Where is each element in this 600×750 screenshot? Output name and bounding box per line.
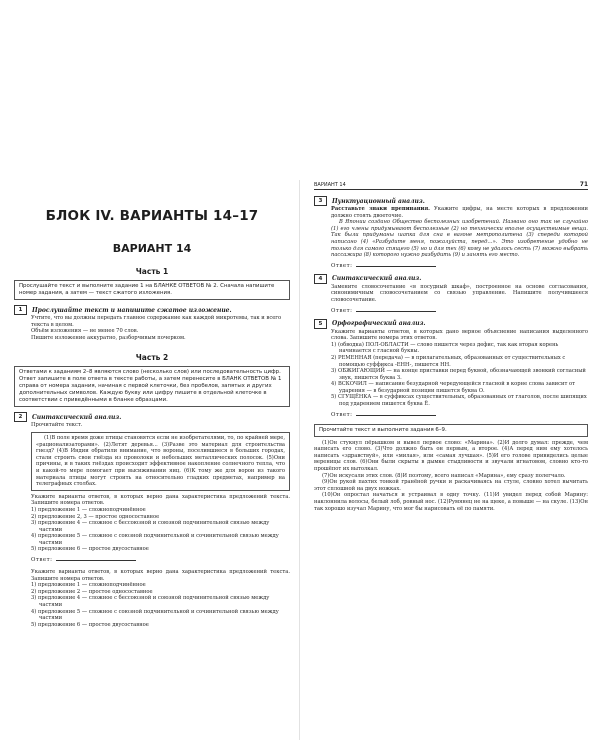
reading-paragraph: (7)Он искусали этих слов. (8)И поэтому, всего написал «Марина», ему сразу полегчало. xyxy=(322,472,566,479)
answer-line[interactable] xyxy=(356,311,436,312)
answer-label: Ответ: xyxy=(331,262,353,269)
task-2-number: 2 xyxy=(14,412,27,422)
task-1-line: Пишите изложение аккуратно, разборчивым почерком. xyxy=(31,334,186,341)
instruction-box-2: Ответами к заданиям 2–8 являются слово (несколько слов) или последовательность цифр. Ответ запишите в поле ответа в тексте работы, а затем перенесите в БЛАНК ОТВЕТОВ № 1 справа от номера задания, начиная с первой клеточки, без пробелов, запятых и других дополнительных символов. Каждую букву или цифру пишите в отдельной клеточке в соответствии с приведёнными в бланке образцами. xyxy=(14,366,290,407)
task-5-number: 5 xyxy=(314,319,327,329)
task-1-line: Учтите, что вы должны передать главное содержание как каждой микротемы, так и всего текста в целом. xyxy=(31,315,282,328)
task-3-body: В Японии создано Общество бесполезных изобретений. Названо оно так не случайно (1) его члены придумывают бесполезные (2) но технически вполне осуществимые вещи. Так были придуманы шапка для сна в вагоне метрополитена (3) спереди которой написано (4) «Разбудите меня, пожалуйста, перед…». Это изобретение удобно не только для самого спящего (5) но и для тех (6) кому не удалось сесть (7) можно выбрать пассажира (8) которого нужно разбудить (9) и занять его место. xyxy=(331,219,588,259)
reading-text xyxy=(314,440,588,513)
block-title: БЛОК IV. ВАРИАНТЫ 14–17 xyxy=(45,208,259,224)
task-1-title: Прослушайте текст и напишите сжатое изложение. xyxy=(32,306,232,314)
task-2-option: 2) предложение 2, 3 — простое односоставное xyxy=(31,513,160,520)
task-2-text: (1)В поле время доже птицы становятся если не изобретателями, то, по крайней мере, «рационализаторами». (2)Летят деревья... (3)Разве это материал для строительства гнезд? (4)В Индии обратили внимание, что вороны, поселившиеся в больших городах, стали строить свои гнёзда из проволоки и небольших металлических полосок. (5)Они причины, и в таких гнёздах происходит эффективное накопление солнечного тепла, что и какой-то мере помогает при высиживании яиц. (6)К тому же для ворон из такого материала птицы могут строить на относительно гладких предметах, например на телеграфных столбах. xyxy=(36,434,285,488)
task-2b-option: 2) предложение 2 — простое односоставное xyxy=(31,588,153,595)
answer-label: Ответ: xyxy=(31,557,53,564)
task-2b-option: 3) предложение 4 — сложное с бессоюзной и союзной подчинительной связью между частями xyxy=(31,595,270,609)
task-2b-option: 4) предложение 5 — сложное с союзной подчинительной и сочинительной связью между частями xyxy=(31,608,279,622)
reading-paragraph: (1)Он стукнул пёрышком и вывел первое слово: «Марина». (2)И долго думал: прежде, чем написать его слово. (3)Что должно быть он первым, а второе. (4)А перед ним ему хотелось написать «здравствуй», или «милая», или «самая лучшая». (5)И его голове привиделись целые вереницы слов. (6)Они были скрыты в дымке стыдливости и звучали игнатовом, словно кто-то прошёпот их вытолкал. xyxy=(314,439,588,473)
task-3-answer-row xyxy=(331,263,588,269)
reading-paragraph: (10)Он опростал начаться и устраивал в одну точку. (11)И увидел перед собой Марину: наклоннила волосы, белый лоб, ровный нос. (12)Румянец не на щеке, а повыше — на скуле. (13)Он так хорошо изучал Марину, что мог бы нарисовать её по памяти. xyxy=(314,492,588,512)
task-2-option: 3) предложение 4 — сложное с бессоюзной и союзной подчинительной связью между частями xyxy=(31,520,270,533)
task-2-option: 4) предложение 5 — сложное с союзной подчинительной и сочинительной связью между частями xyxy=(31,533,279,546)
task-4-header xyxy=(314,274,588,284)
task-5-intro: Укажите варианты ответов, в которых дано верное объяснение написания выделенного слова. Запишите номера этих ответов. xyxy=(331,328,588,342)
right-page xyxy=(300,0,600,750)
task-2-answer-row xyxy=(31,557,290,563)
task-5-title: Орфографический анализ. xyxy=(332,320,426,328)
task-4-title: Синтаксический анализ. xyxy=(332,275,422,283)
task-2-option: 5) предложение 6 — простое двусоставное xyxy=(31,546,149,553)
task-2-title: Синтаксический анализ. xyxy=(32,413,122,421)
task-2b-option: 1) предложение 1 — сложноподчинённое xyxy=(31,582,146,589)
task-3-lead-rest: Укажите цифры, на месте которых в предложении должно стоять двоеточие. xyxy=(331,206,589,219)
task-3-header xyxy=(314,196,588,206)
task-5-option: 3) ОБЖИГАЮЩИЙ — на конце приставки перед буквой, обозначающей звонкий согласный звук, пишется буква З. xyxy=(331,368,586,381)
task-4-body: Замените словосочетание «в посудный шкаф», построенное на основе согласования, синонимичным словосочетанием со связью управление. Напишите получившееся словосочетание. xyxy=(331,283,588,303)
answer-line[interactable] xyxy=(56,560,136,561)
task-2b-option: 5) предложение 6 — простое двусоставное xyxy=(31,621,149,628)
task-3-lead-bold: Расставьте знаки препинания. xyxy=(331,206,430,212)
task-2-text-box xyxy=(31,432,290,491)
task-4-answer-row xyxy=(331,308,588,314)
task-5-option: 1) (обводка) ПОЛ-ОБЛАСТИ — слово пишется через дефис, так как вторая корень начинается с гласной буквы. xyxy=(331,341,559,355)
task-3-number: 3 xyxy=(314,196,327,206)
task-1-header xyxy=(14,305,290,315)
task-5-option: 2) РЕМЕННАЯ (передача) — в прилагательных, образованных от существительных с помощью суффикса -ЕНН-, пишется НН. xyxy=(331,354,566,368)
task-3-title: Пунктуационный анализ. xyxy=(332,197,425,205)
task-3-lead xyxy=(314,206,588,219)
page-number: 71 xyxy=(579,182,588,188)
task-5-option: 5) СГУЩЁНКА — в суффиксах существительных, образованных от глаголов, после шипящих под ударением пишется буква Ё. xyxy=(331,394,587,408)
answer-line[interactable] xyxy=(356,266,436,267)
variant-title: ВАРИАНТ 14 xyxy=(112,242,192,255)
instruction-box-1: Прослушайте текст и выполните задание 1 на БЛАНКЕ ОТВЕТОВ № 2. Сначала напишите номер задания, а затем — текст сжатого изложения. xyxy=(14,280,290,300)
task-2-header xyxy=(14,412,290,422)
reading-paragraph: (9)Он рукой пахтих тонкой гранёной ручки и раскачиваясь на стуле, словно хотел вычитать этот сплошной на двух ножках. xyxy=(314,479,588,492)
running-head-title: ВАРИАНТ 14 xyxy=(314,182,346,188)
running-head xyxy=(314,182,588,190)
task-5-option: 4) ВСКОЧИЛ — написание безударной чередующейся гласной в корне слова зависит от ударения — в безударной позиции пишется буква О. xyxy=(331,381,575,394)
instruction-box-3: Прочитайте текст и выполните задания 6–9. xyxy=(314,424,588,437)
answer-label: Ответ: xyxy=(331,411,353,418)
task-5-header xyxy=(314,319,588,329)
task-1-line: Объём изложения — не менее 70 слов. xyxy=(31,328,139,335)
task-4-number: 4 xyxy=(314,274,327,284)
task-2-intro: Прочитайте текст. xyxy=(31,422,83,429)
task-1-number: 1 xyxy=(14,305,27,315)
task-5-answer-row xyxy=(331,412,588,418)
task-2-option: 1) предложение 1 — сложноподчинённое xyxy=(31,506,146,513)
part-1-heading: Часть 1 xyxy=(135,267,169,276)
answer-label: Ответ: xyxy=(331,307,353,314)
task-2b-question: Укажите варианты ответов, в которых верно дана характеристика предложений текста. Запишите номера ответов. xyxy=(31,569,290,582)
task-2-question: Укажите варианты ответов, в которых верно дана характеристика предложений текста. Запишите номера ответов. xyxy=(31,493,290,507)
answer-line[interactable] xyxy=(356,415,436,416)
part-2-heading: Часть 2 xyxy=(135,353,169,363)
